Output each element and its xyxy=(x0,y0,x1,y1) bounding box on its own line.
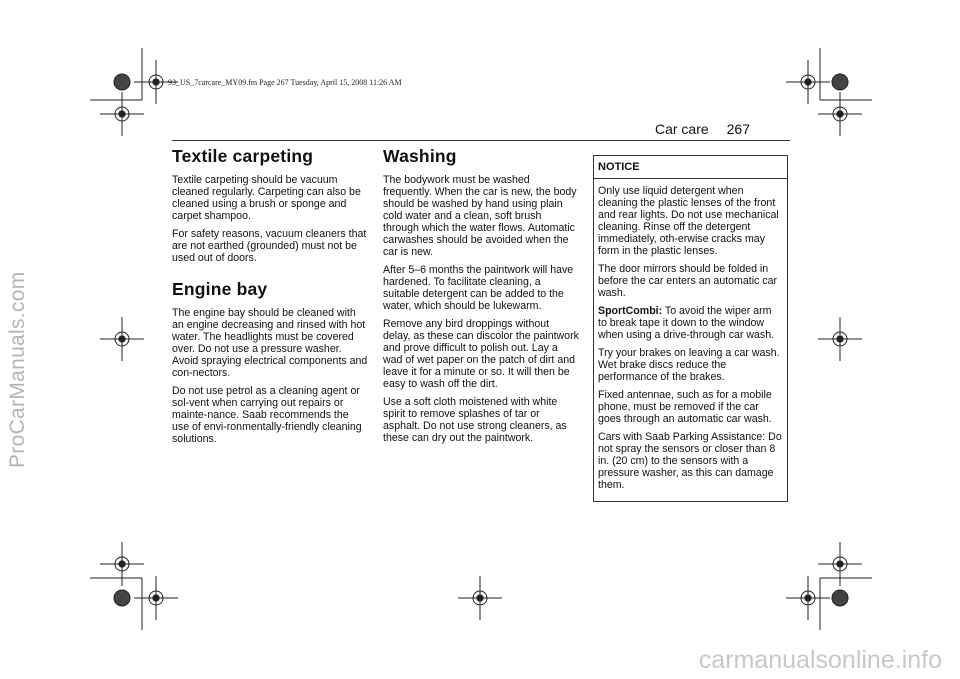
notice-paragraph-1: Only use liquid detergent when cleaning the plastic lenses of the front and rear lights. Do not use mechanical cleaning. Rinse off the detergent immediately, oth-erwise cracks may form in the plastic lenses. xyxy=(598,185,779,257)
notice-paragraph-6: Cars with Saab Parking Assistance: Do not spray the sensors or closer than 8 in. (20 cm) to the sensors with a pressure washer, as this can damage them. xyxy=(598,431,782,491)
notice-paragraph-4: Try your brakes on leaving a car wash. Wet brake discs reduce the performance of the brakes. xyxy=(598,347,780,383)
notice-paragraph-5: Fixed antennae, such as for a mobile phone, must be removed if the car goes through an automatic car wash. xyxy=(598,389,772,425)
sportcombi-label: SportCombi: xyxy=(598,305,663,317)
textile-paragraph-1: Textile carpeting should be vacuum cleaned regularly. Carpeting can also be cleaned using a brush or sponge and carpet shampoo. xyxy=(172,174,361,222)
crosshair-target-bottom-left xyxy=(134,576,178,620)
notice-heading: NOTICE xyxy=(594,156,787,179)
sportcombi-text: To avoid the wiper arm to break tape it down to the window when using a drive-through car wash. xyxy=(598,305,775,341)
page-header xyxy=(655,121,750,137)
crosshair-target-mid-left xyxy=(100,317,144,361)
crosshair-target-upper-right xyxy=(818,92,862,136)
notice-paragraph-2: The door mirrors should be folded in before the car enters an automatic car wash. xyxy=(598,263,778,299)
middle-column xyxy=(383,145,579,450)
crosshair-target-bottom-center xyxy=(458,576,502,620)
textile-carpeting-heading: Textile carpeting xyxy=(172,146,314,166)
notice-body xyxy=(594,179,787,501)
crosshair-target-top-right xyxy=(786,60,830,104)
crosshair-target-upper-left xyxy=(100,92,144,136)
washing-paragraph-3: Remove any bird droppings without delay, as these can discolor the paintwork and prove difficult to polish out. Lay a wad of wet paper on the patch of dirt and leave it for a minute or so. It will then be easy to wash off the dirt. xyxy=(383,318,579,390)
washing-paragraph-2: After 5–6 months the paintwork will have hardened. To facilitate cleaning, a suitable detergent can be added to the water, which should be lukewarm. xyxy=(383,264,574,312)
engine-bay-heading: Engine bay xyxy=(172,279,268,299)
washing-paragraph-4: Use a soft cloth moistened with white spirit to remove splashes of tar or asphalt. Do not use strong cleaners, as these can dry out the paintwork. xyxy=(383,396,567,444)
engine-paragraph-1: The engine bay should be cleaned with an engine decreasing and rinsed with hot water. The headlights must be covered over. Do not use a pressure washer. Avoid spraying electrical components and con-nectors. xyxy=(172,307,368,379)
page-number: 267 xyxy=(726,121,750,137)
washing-heading: Washing xyxy=(383,146,457,166)
registration-dot-bottom-left xyxy=(114,590,130,606)
registration-dot-top-left xyxy=(114,74,130,90)
registration-dot-bottom-right xyxy=(832,590,848,606)
bottom-watermark: carmanualsonline.info xyxy=(698,646,942,674)
header-rule xyxy=(172,140,790,141)
crosshair-target-lower-left xyxy=(100,542,144,586)
crosshair-target-mid-right xyxy=(818,317,862,361)
registration-dot-top-right xyxy=(832,74,848,90)
crosshair-target-bottom-right xyxy=(786,576,830,620)
notice-paragraph-3 xyxy=(598,305,783,341)
crosshair-target-lower-right xyxy=(818,542,862,586)
washing-paragraph-1: The bodywork must be washed frequently. When the car is new, the body should be washed by hand using plain cold water and a clean, soft brush through which the water flows. Automatic carwashes should be avoided when the car is new. xyxy=(383,174,577,258)
side-watermark: ProCarManuals.com xyxy=(6,271,29,468)
section-title: Car care xyxy=(654,121,709,137)
notice-box xyxy=(593,155,788,502)
file-info: 93_US_7carcare_MY09.fm Page 267 Tuesday, April 15, 2008 11:26 AM xyxy=(168,78,402,87)
textile-paragraph-2: For safety reasons, vacuum cleaners that are not earthed (grounded) must not be used out of doors. xyxy=(172,228,367,264)
left-column xyxy=(172,145,368,451)
engine-paragraph-2: Do not use petrol as a cleaning agent or sol-vent when carrying out repairs or mainte-nance. Saab recommends the use of envi-ronmentally-friendly cleaning solutions. xyxy=(172,385,362,445)
